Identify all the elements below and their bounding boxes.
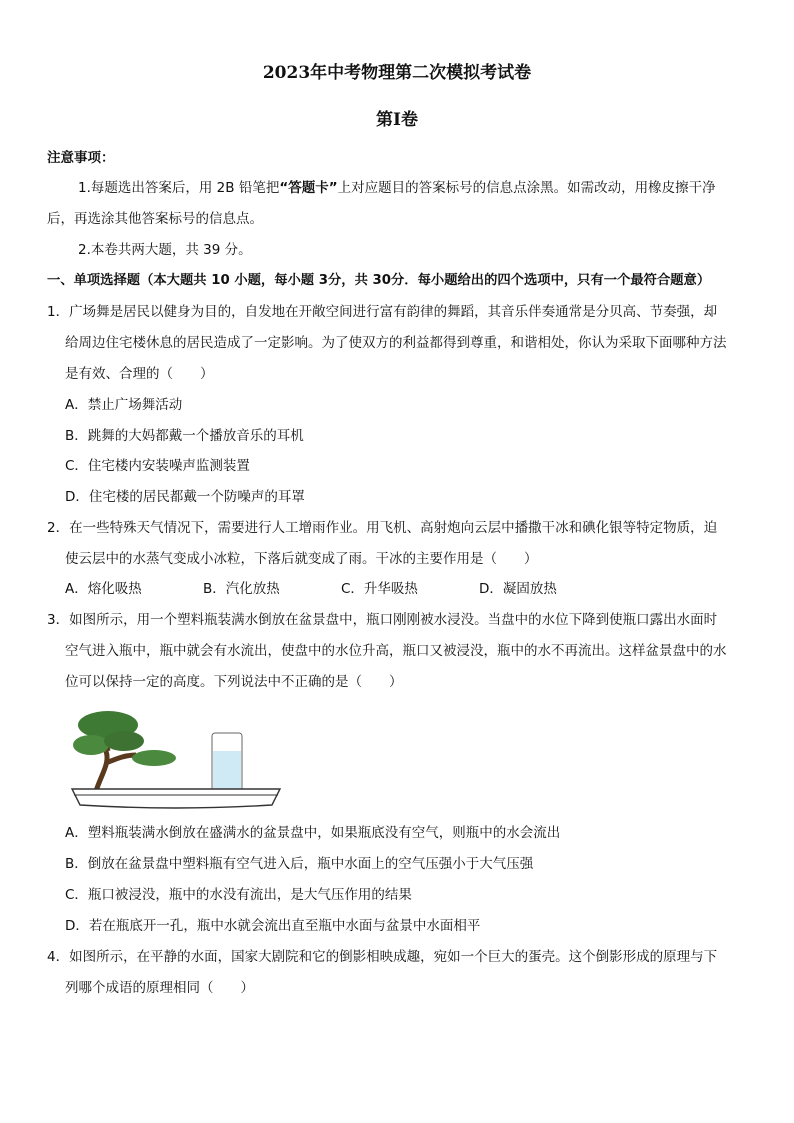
question-2-options <box>65 580 617 598</box>
question-1-line: 1．广场舞是居民以健身为目的，自发地在开敞空间进行富有韵律的舞蹈，其音乐伴奏通常是分贝高、节奏强，却 <box>47 304 718 320</box>
basin-tray <box>72 789 280 808</box>
bonsai-bottle-figure <box>66 703 286 813</box>
question-2-option-a: A．熔化吸热 <box>65 581 142 597</box>
question-3-line: 3．如图所示，用一个塑料瓶装满水倒放在盆景盘中，瓶口刚刚被水浸没。当盘中的水位下降到使瓶口露出水面时 <box>47 612 718 628</box>
answer-card-term: “答题卡” <box>279 180 338 196</box>
question-3-option-a: A．塑料瓶装满水倒放在盛满水的盆景盘中，如果瓶底没有空气，则瓶中的水会流出 <box>65 825 561 841</box>
question-3-option-c: C．瓶口被浸没，瓶中的水没有流出，是大气压作用的结果 <box>65 887 412 903</box>
notice-item-1-cont: 后，再选涂其他答案标号的信息点。 <box>47 211 263 227</box>
question-3-option-b: B．倒放在盆景盘中塑料瓶有空气进入后，瓶中水面上的空气压强小于大气压强 <box>65 856 534 872</box>
question-2-option-b: B．汽化放热 <box>203 581 280 597</box>
question-2-option-c: C．升华吸热 <box>341 581 418 597</box>
notice-text: 上对应题目的答案标号的信息点涂黑。如需改动，用橡皮擦干净 <box>337 180 716 196</box>
notice-item-2: 2.本卷共两大题，共 39 分。 <box>78 242 252 258</box>
bonsai-tree-illustration <box>73 711 176 797</box>
question-1-line: 是有效、合理的（ ） <box>65 366 214 382</box>
question-3-line: 空气进入瓶中，瓶中就会有水流出，使盘中的水位升高，瓶口又被浸没，瓶中的水不再流出。这样盆景盘中的水 <box>65 643 727 659</box>
question-3-line: 位可以保持一定的高度。下列说法中不正确的是（ ） <box>65 674 403 690</box>
question-1-option-c: C．住宅楼内安装噪声监测装置 <box>65 458 250 474</box>
question-1-option-a: A．禁止广场舞活动 <box>65 397 183 413</box>
question-2-option-d: D．凝固放热 <box>479 581 557 597</box>
question-4-line: 4．如图所示，在平静的水面，国家大剧院和它的倒影相映成趣，宛如一个巨大的蛋壳。这个倒影形成的原理与下 <box>47 949 718 965</box>
question-3-option-d: D．若在瓶底开一孔，瓶中水就会流出直至瓶中水面与盆景中水面相平 <box>65 918 481 934</box>
notice-item-1 <box>78 179 716 197</box>
notice-text: 1.每题选出答案后，用 2B 铅笔把 <box>78 180 280 196</box>
volume-title: 第Ⅰ卷 <box>376 110 418 130</box>
question-1-option-d: D．住宅楼的居民都戴一个防噪声的耳罩 <box>65 489 305 505</box>
question-1-line: 给周边住宅楼休息的居民造成了一定影响。为了使双方的利益都得到尊重，和谐相处，你认为采取下面哪种方法 <box>65 335 727 351</box>
notice-heading: 注意事项： <box>47 150 115 166</box>
page-title: 2023年中考物理第二次模拟考试卷 <box>262 63 532 83</box>
question-2-line: 使云层中的水蒸气变成小冰粒，下落后就变成了雨。干冰的主要作用是（ ） <box>65 551 538 567</box>
question-2-line: 2．在一些特殊天气情况下，需要进行人工增雨作业。用飞机、高射炮向云层中播撒干冰和碘化银等特定物质，迫 <box>47 520 718 536</box>
section-heading: 一、单项选择题（本大题共 10 小题，每小题 3分，共 30分．每小题给出的四个选项中，只有一个最符合题意） <box>47 273 711 288</box>
question-1-option-b: B．跳舞的大妈都戴一个播放音乐的耳机 <box>65 428 304 444</box>
question-4-line: 列哪个成语的原理相同（ ） <box>65 980 254 996</box>
